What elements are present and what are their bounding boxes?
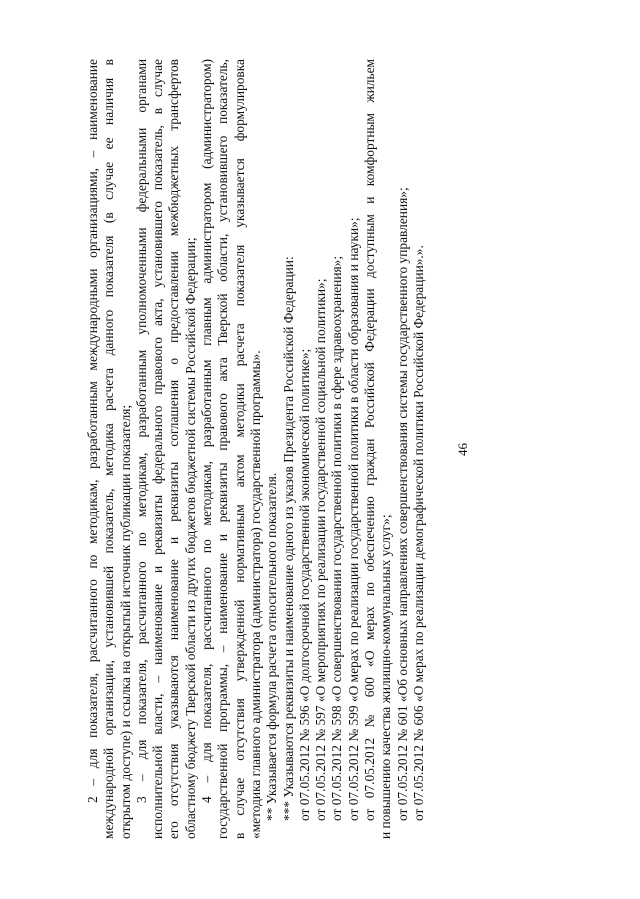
page-number: 46 bbox=[455, 443, 470, 456]
footnotes-block bbox=[85, 59, 427, 839]
footnote-line: ** Указывается формула расчета относительного показателя. bbox=[264, 472, 280, 821]
footnote-line: 3 – для показателя, рассчитанного по методикам, разработанным уполномоченными федеральными органами bbox=[133, 59, 149, 803]
footnote-line: в случае отсутствия утвержденной нормативным актом методики расчета показателя указывается формулировка bbox=[231, 59, 247, 839]
decree-line: и повышению качества жилищно-коммунальных услуг»; bbox=[378, 514, 394, 839]
decree-line: от 07.05.2012 № 601 «Об основных направлениях совершенствования системы государственного управления»; bbox=[394, 187, 410, 821]
footnote-line: *** Указываются реквизиты и наименование одного из указов Президента Российской Федерации: bbox=[280, 256, 296, 821]
decree-line: от 07.05.2012 № 596 «О долгосрочной государственной экономической политике»; bbox=[296, 348, 312, 821]
footnote-line: государственной программы, – наименование и реквизиты правового акта Тверской области, установившего показатель, bbox=[215, 59, 231, 839]
footnote-line: 2 – для показателя, рассчитанного по методикам, разработанным международными организациями, – наименование bbox=[85, 59, 100, 803]
decree-line: от 07.05.2012 № 606 «О мерах по реализации демографической политики Российской Федерации».». bbox=[410, 245, 426, 821]
footnote-line: его отсутствия указываются наименование и реквизиты соглашения о предоставлении межбюджетных трансфертов bbox=[166, 59, 182, 839]
decree-line: от 07.05.2012 № 600 «О мерах по обеспечению граждан Российской Федерации доступным и комфортным жильем bbox=[362, 59, 378, 821]
footnote-line: международной организации, установившей показатель, методика расчета данного показателя (в случае ее наличия в bbox=[101, 59, 117, 839]
footnote-line: открытом доступе) и ссылка на открытый источник публикации показателя; bbox=[117, 404, 133, 839]
decree-line: от 07.05.2012 № 597 «О мероприятиях по реализации государственной социальной политики»; bbox=[313, 278, 329, 821]
footnote-line: «методика главного администратора (администратора) государственной программы». bbox=[247, 350, 263, 839]
footnote-line: областному бюджету Тверской области из других бюджетов бюджетной системы Российской Федерации; bbox=[182, 237, 198, 839]
footnote-line: исполнительной власти, – наименование и реквизиты федерального правового акта, установившего показатель, в случае bbox=[150, 59, 166, 839]
decree-line: от 07.05.2012 № 598 «О совершенствовании государственной политики в сфере здравоохранения»; bbox=[329, 255, 345, 821]
footnote-line: 4 – для показателя, рассчитанного по методикам, разработанным главным администратором (администратором) bbox=[199, 59, 215, 803]
decree-line: от 07.05.2012 № 599 «О мерах по реализации государственной политики в области образования и науки»; bbox=[345, 217, 361, 821]
